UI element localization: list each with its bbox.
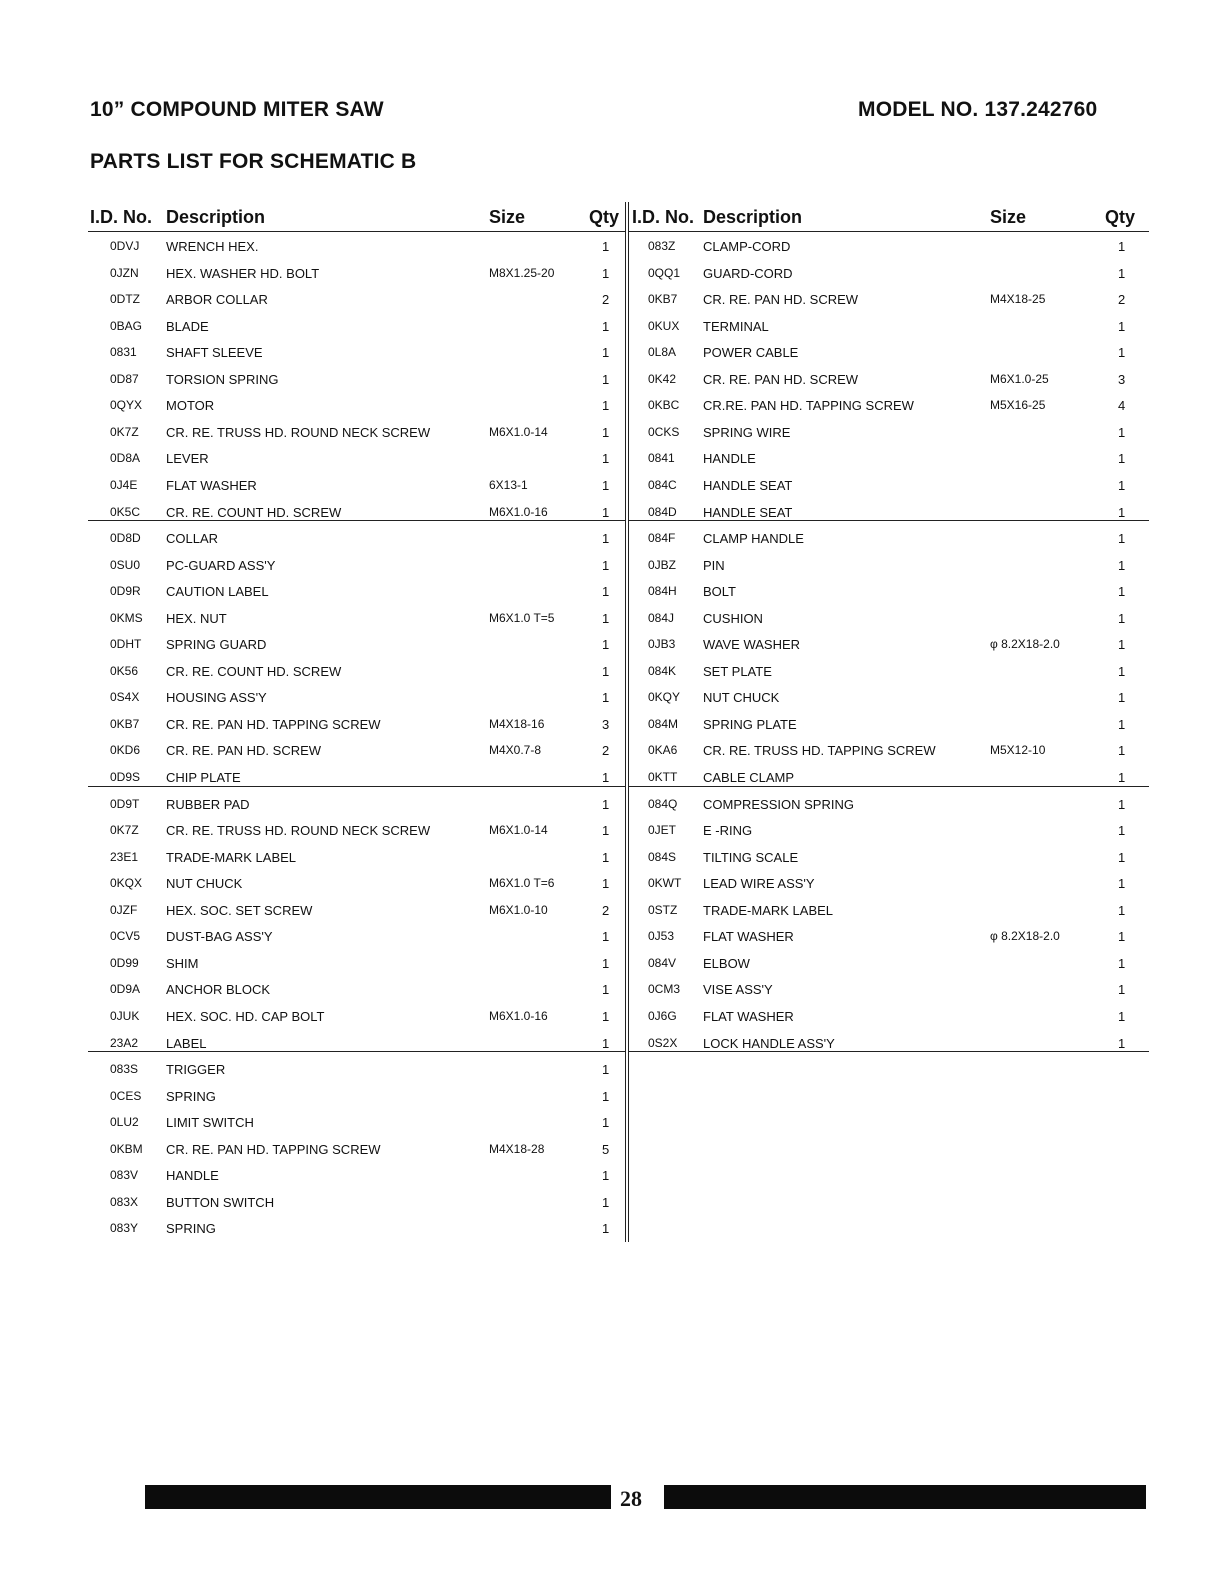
part-description: POWER CABLE	[703, 345, 799, 361]
part-description: CR. RE. TRUSS HD. TAPPING SCREW	[703, 743, 936, 759]
part-qty: 1	[602, 610, 610, 626]
part-qty: 1	[602, 823, 610, 839]
part-id: 0SU0	[110, 557, 141, 572]
part-id: 0K7Z	[110, 424, 139, 439]
part-id: 0KQX	[110, 876, 143, 891]
part-qty: 1	[602, 1194, 610, 1210]
part-qty: 1	[602, 504, 610, 520]
part-description: RUBBER PAD	[166, 796, 250, 812]
part-id: 0JZN	[110, 265, 139, 280]
part-description: NUT CHUCK	[703, 690, 780, 706]
part-size: M5X12-10	[990, 743, 1046, 758]
part-id: 084J	[648, 610, 675, 625]
col-header-id-left: I.D. No.	[90, 207, 152, 227]
part-qty: 1	[1118, 823, 1126, 839]
part-id: 0QQ1	[648, 265, 681, 280]
part-qty: 1	[1118, 318, 1126, 334]
model-number: MODEL NO. 137.242760	[858, 98, 1098, 121]
part-description: VISE ASS'Y	[703, 982, 773, 998]
group-rule-right	[629, 786, 1149, 787]
part-qty: 1	[1118, 929, 1126, 945]
part-id: 0KBC	[648, 398, 680, 413]
part-description: LEVER	[166, 451, 209, 467]
part-description: HOUSING ASS'Y	[166, 690, 267, 706]
part-qty: 1	[602, 1008, 610, 1024]
col-header-size-left: Size	[489, 207, 526, 227]
part-id: 0D9A	[110, 982, 141, 997]
part-qty: 1	[602, 451, 610, 467]
part-description: HANDLE SEAT	[703, 477, 793, 493]
part-qty: 2	[1118, 292, 1126, 308]
col-header-description-right: Description	[703, 207, 803, 227]
part-qty: 1	[602, 265, 610, 281]
part-id: 23E1	[110, 849, 139, 864]
part-qty: 1	[602, 239, 610, 254]
part-description: HANDLE	[703, 451, 756, 467]
col-header-qty-left: Qty	[589, 207, 620, 227]
col-header-id-right: I.D. No.	[632, 207, 694, 227]
part-qty: 1	[602, 584, 610, 600]
part-id: 083Z	[648, 239, 676, 253]
part-qty: 1	[1118, 982, 1126, 998]
part-size: M6X1.0 T=6	[489, 876, 555, 891]
part-id: 084F	[648, 531, 676, 546]
part-id: 0J53	[648, 929, 675, 944]
part-qty: 1	[1118, 345, 1126, 361]
part-id: 0D87	[110, 371, 139, 386]
part-qty: 1	[1118, 424, 1126, 440]
part-size: M6X1.0-10	[489, 902, 548, 917]
part-size: φ 8.2X18-2.0	[990, 637, 1060, 652]
part-id: 083X	[110, 1194, 139, 1209]
part-description: COLLAR	[166, 531, 219, 547]
col-header-qty-right: Qty	[1105, 207, 1136, 227]
part-size: M4X0.7-8	[489, 743, 542, 758]
part-description: CLAMP-CORD	[703, 239, 791, 254]
part-size: M6X1.0 T=5	[489, 610, 555, 625]
part-qty: 4	[1118, 398, 1126, 414]
part-description: ELBOW	[703, 955, 750, 971]
part-id: 0KB7	[648, 292, 678, 307]
part-id: 0CV5	[110, 929, 141, 944]
part-description: LIMIT SWITCH	[166, 1115, 254, 1131]
part-qty: 1	[1118, 531, 1126, 547]
part-qty: 1	[1118, 610, 1126, 626]
part-description: GUARD-CORD	[703, 265, 793, 281]
part-description: CR. RE. PAN HD. TAPPING SCREW	[166, 1141, 381, 1157]
part-description: SHIM	[166, 955, 199, 971]
part-id: 083Y	[110, 1221, 139, 1236]
part-qty: 1	[602, 1088, 610, 1104]
part-id: 0D9S	[110, 770, 141, 784]
part-id: 083S	[110, 1062, 139, 1077]
part-id: 084Q	[648, 796, 678, 811]
part-description: CR. RE. COUNT HD. SCREW	[166, 504, 342, 520]
part-description: MOTOR	[166, 398, 215, 414]
document-title: 10” COMPOUND MITER SAW	[90, 98, 384, 121]
part-qty: 1	[1118, 1008, 1126, 1024]
part-description: CR. RE. COUNT HD. SCREW	[166, 663, 342, 679]
part-id: 23A2	[110, 1035, 139, 1050]
part-id: 0DTZ	[110, 292, 140, 307]
part-size: M8X1.25-20	[489, 265, 555, 280]
part-qty: 1	[1118, 504, 1126, 520]
part-id: 0CKS	[648, 424, 680, 439]
part-id: 0K7Z	[110, 823, 139, 838]
part-id: 084H	[648, 584, 677, 599]
part-id: 0KB7	[110, 716, 140, 731]
part-qty: 1	[602, 663, 610, 679]
part-id: 0K5C	[110, 504, 141, 519]
part-qty: 1	[602, 1221, 610, 1237]
part-id: 0BAG	[110, 318, 143, 333]
part-id: 0D8A	[110, 451, 141, 466]
part-id: 0JZF	[110, 902, 138, 917]
part-qty: 1	[1118, 637, 1126, 653]
parts-list-subtitle: PARTS LIST FOR SCHEMATIC B	[90, 150, 417, 173]
part-id: 083V	[110, 1168, 139, 1183]
part-id: 0JET	[648, 823, 677, 838]
part-description: NUT CHUCK	[166, 876, 243, 892]
part-id: 0S2X	[648, 1035, 678, 1050]
part-id: 0DVJ	[110, 239, 140, 253]
part-size: M5X16-25	[990, 398, 1046, 413]
header-rule-right	[629, 231, 1149, 232]
part-description: FLAT WASHER	[703, 929, 794, 945]
part-description: CABLE CLAMP	[703, 770, 795, 785]
part-description: COMPRESSION SPRING	[703, 796, 854, 812]
part-description: CR. RE. TRUSS HD. ROUND NECK SCREW	[166, 823, 431, 839]
part-id: 0KA6	[648, 743, 678, 758]
part-qty: 1	[1118, 451, 1126, 467]
part-qty: 1	[602, 424, 610, 440]
part-size: M6X1.0-16	[489, 504, 548, 519]
part-id: 0JUK	[110, 1008, 140, 1023]
part-description: HEX. WASHER HD. BOLT	[166, 265, 320, 281]
part-qty: 1	[1118, 663, 1126, 679]
part-size: M4X18-16	[489, 716, 545, 731]
part-id: 084M	[648, 716, 679, 731]
part-description: CUSHION	[703, 610, 763, 626]
part-description: TRADE-MARK LABEL	[703, 902, 834, 918]
part-qty: 2	[602, 902, 610, 918]
part-qty: 2	[602, 292, 610, 308]
part-description: HANDLE SEAT	[703, 504, 793, 520]
part-id: 0JB3	[648, 637, 676, 652]
part-qty: 1	[602, 1168, 610, 1184]
part-id: 0CM3	[648, 982, 681, 997]
part-qty: 1	[1118, 849, 1126, 865]
part-description: CR.RE. PAN HD. TAPPING SCREW	[703, 398, 914, 414]
part-qty: 1	[1118, 876, 1126, 892]
part-description: WRENCH HEX.	[166, 239, 259, 254]
footer-bar-left	[145, 1485, 611, 1509]
part-qty: 1	[1118, 690, 1126, 706]
part-description: BOLT	[703, 584, 736, 600]
part-id: 0CES	[110, 1088, 142, 1103]
part-description: CR. RE. PAN HD. SCREW	[703, 292, 859, 308]
part-id: 0L8A	[648, 345, 677, 360]
part-id: 0KUX	[648, 318, 680, 333]
part-description: BUTTON SWITCH	[166, 1194, 275, 1210]
part-description: SHAFT SLEEVE	[166, 345, 263, 361]
part-size: M6X1.0-25	[990, 371, 1049, 386]
part-id: 0KQY	[648, 690, 681, 705]
part-description: LOCK HANDLE ASS'Y	[703, 1035, 835, 1051]
part-description: HEX. SOC. HD. CAP BOLT	[166, 1008, 325, 1024]
group-rule-right	[629, 1051, 1149, 1052]
group-rule-left	[88, 520, 625, 521]
page-number: 28	[620, 1486, 642, 1511]
part-qty: 1	[602, 637, 610, 653]
part-id: 0841	[648, 451, 675, 466]
part-description: LEAD WIRE ASS'Y	[703, 876, 815, 892]
part-description: CR. RE. PAN HD. SCREW	[703, 371, 859, 387]
part-qty: 1	[1118, 584, 1126, 600]
part-size: M6X1.0-14	[489, 823, 548, 838]
part-id: 0QYX	[110, 398, 143, 413]
part-id: 0KBM	[110, 1141, 143, 1156]
part-description: CLAMP HANDLE	[703, 531, 804, 547]
part-id: 0KD6	[110, 743, 141, 758]
part-qty: 1	[1118, 743, 1126, 759]
part-id: 0J6G	[648, 1008, 677, 1023]
part-description: ANCHOR BLOCK	[166, 982, 271, 998]
part-size: M4X18-28	[489, 1141, 545, 1156]
part-id: 0J4E	[110, 477, 138, 492]
part-id: 084D	[648, 504, 677, 519]
part-description: PC-GUARD ASS'Y	[166, 557, 276, 573]
part-description: FLAT WASHER	[703, 1008, 794, 1024]
part-id: 0KWT	[648, 876, 682, 891]
part-size: 6X13-1	[489, 477, 528, 492]
part-description: TILTING SCALE	[703, 849, 799, 865]
part-qty: 1	[1118, 716, 1126, 732]
part-qty: 1	[1118, 477, 1126, 493]
part-id: 084C	[648, 477, 677, 492]
part-id: 0D9R	[110, 584, 141, 599]
part-description: E -RING	[703, 823, 753, 839]
part-id: 0DHT	[110, 637, 142, 652]
part-qty: 1	[602, 849, 610, 865]
part-qty: 3	[1118, 371, 1126, 387]
col-header-description-left: Description	[166, 207, 266, 227]
part-id: 0JBZ	[648, 557, 677, 572]
column-divider	[625, 202, 629, 1242]
part-description: SPRING WIRE	[703, 424, 791, 440]
part-description: CR. RE. TRUSS HD. ROUND NECK SCREW	[166, 424, 431, 440]
part-description: HANDLE	[166, 1168, 219, 1184]
part-description: SPRING	[166, 1088, 216, 1104]
part-description: PIN	[703, 557, 725, 573]
part-qty: 1	[1118, 770, 1126, 785]
part-description: CAUTION LABEL	[166, 584, 269, 600]
part-qty: 1	[1118, 796, 1126, 812]
group-rule-left	[88, 786, 625, 787]
part-qty: 3	[602, 716, 610, 732]
part-description: HEX. SOC. SET SCREW	[166, 902, 313, 918]
part-qty: 1	[602, 1035, 610, 1051]
part-id: 0KTT	[648, 770, 678, 784]
part-description: LABEL	[166, 1035, 207, 1051]
part-size: M4X18-25	[990, 292, 1046, 307]
part-description: TRADE-MARK LABEL	[166, 849, 297, 865]
part-description: SPRING GUARD	[166, 637, 267, 653]
part-qty: 1	[602, 982, 610, 998]
part-qty: 2	[602, 743, 610, 759]
part-description: HEX. NUT	[166, 610, 227, 626]
part-description: SPRING	[166, 1221, 216, 1237]
part-qty: 1	[1118, 239, 1126, 254]
part-description: SPRING PLATE	[703, 716, 797, 732]
part-id: 0D8D	[110, 531, 141, 546]
part-qty: 1	[1118, 1035, 1126, 1051]
part-id: 0D99	[110, 955, 139, 970]
part-id: 084V	[648, 955, 677, 970]
part-description: SET PLATE	[703, 663, 772, 679]
part-id: 084K	[648, 663, 677, 678]
part-qty: 1	[602, 557, 610, 573]
part-size: φ 8.2X18-2.0	[990, 929, 1060, 944]
part-qty: 1	[602, 318, 610, 334]
part-id: 0K56	[110, 663, 139, 678]
part-description: WAVE WASHER	[703, 637, 801, 653]
part-qty: 1	[602, 398, 610, 414]
part-id: 0STZ	[648, 902, 678, 917]
header-rule-left	[88, 231, 625, 232]
part-description: BLADE	[166, 318, 209, 334]
part-qty: 1	[602, 477, 610, 493]
part-description: TERMINAL	[703, 318, 769, 334]
part-qty: 1	[602, 955, 610, 971]
part-size: M6X1.0-14	[489, 424, 548, 439]
part-qty: 1	[602, 371, 610, 387]
part-description: CHIP PLATE	[166, 770, 241, 785]
part-id: 0K42	[648, 371, 677, 386]
part-qty: 1	[1118, 265, 1126, 281]
part-description: CR. RE. PAN HD. SCREW	[166, 743, 322, 759]
part-qty: 1	[602, 876, 610, 892]
part-qty: 1	[602, 796, 610, 812]
part-id: 0KMS	[110, 610, 143, 625]
part-qty: 1	[602, 345, 610, 361]
part-description: DUST-BAG ASS'Y	[166, 929, 273, 945]
part-qty: 1	[1118, 557, 1126, 573]
part-description: FLAT WASHER	[166, 477, 257, 493]
part-id: 0LU2	[110, 1115, 139, 1130]
footer-bar-right	[664, 1485, 1146, 1509]
part-qty: 1	[602, 770, 610, 785]
part-description: TORSION SPRING	[166, 371, 279, 387]
part-qty: 1	[602, 1115, 610, 1131]
part-id: 0S4X	[110, 690, 140, 705]
group-rule-right	[629, 520, 1149, 521]
part-qty: 5	[602, 1141, 610, 1157]
part-description: TRIGGER	[166, 1062, 226, 1078]
part-qty: 1	[602, 929, 610, 945]
group-rule-left	[88, 1051, 625, 1052]
part-qty: 1	[602, 1062, 610, 1078]
part-id: 0D9T	[110, 796, 140, 811]
part-qty: 1	[1118, 902, 1126, 918]
col-header-size-right: Size	[990, 207, 1027, 227]
part-qty: 1	[602, 531, 610, 547]
part-qty: 1	[602, 690, 610, 706]
part-qty: 1	[1118, 955, 1126, 971]
part-id: 0831	[110, 345, 137, 360]
part-description: ARBOR COLLAR	[166, 292, 268, 308]
part-size: M6X1.0-16	[489, 1008, 548, 1023]
part-description: CR. RE. PAN HD. TAPPING SCREW	[166, 716, 381, 732]
part-id: 084S	[648, 849, 677, 864]
